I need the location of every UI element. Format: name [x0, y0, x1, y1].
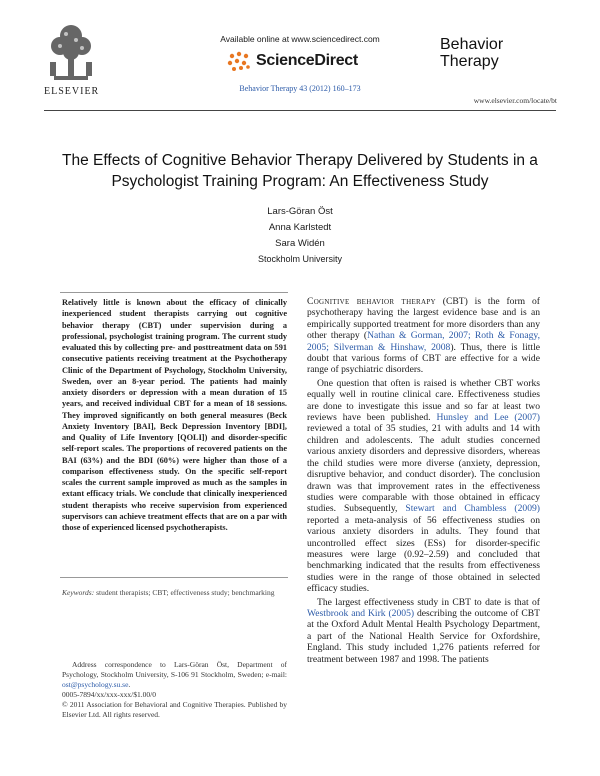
lead-in: Cognitive behavior therapy [307, 296, 436, 307]
journal-citation[interactable]: Behavior Therapy 43 (2012) 160–173 [239, 84, 361, 93]
elsevier-wordmark: ELSEVIER [44, 86, 100, 97]
journal-url[interactable]: www.elsevier.com/locate/bt [473, 96, 557, 105]
article-title: The Effects of Cognitive Behavior Therapy Delivered by Students in a Psychologist Training Program: An Effectiveness Study [62, 152, 538, 190]
abstract-divider-top [60, 292, 288, 293]
author-2: Anna Karlstedt [268, 222, 332, 233]
journal-logo-line2: Therapy [440, 53, 499, 70]
correspondence-address: Address correspondence to Lars-Göran Öst, Department of Psychology, Stockholm University, S-106 91 Stockholm, Sweden; e-mail: ost@psychology.su.se. [62, 660, 287, 689]
citation-link[interactable]: Stewart and Chambless (2009) [405, 503, 540, 515]
citation-link[interactable]: Nathan & Gorman, 2007; Roth & Fonagy, 2005; Silverman & Hinshaw, 2008 [307, 330, 540, 353]
sciencedirect-icon [226, 50, 252, 77]
citation-link[interactable]: Hunsley and Lee (2007) [436, 412, 540, 424]
author-3: Sara Widén [275, 238, 325, 249]
affiliation: Stockholm University [257, 254, 343, 264]
available-online-text: Available online at www.sciencedirect.com [220, 34, 380, 44]
header-divider [44, 110, 556, 111]
keywords-text: student therapists; CBT; effectiveness study; benchmarking [94, 588, 275, 597]
citation-link[interactable]: Westbrook and Kirk (2005) [307, 607, 415, 619]
keywords-label: Keywords: [62, 588, 95, 597]
footnote [62, 660, 287, 720]
email-link[interactable]: ost@psychology.su.se [62, 680, 129, 689]
journal-logo-line1: Behavior [440, 36, 504, 53]
body-column [307, 296, 540, 665]
issn: 0005-7894/xx/xxx-xxx/$1.00/0 [62, 690, 156, 699]
body-paragraph-2: One question that often is raised is whether CBT works equally well in routine clinical care. Effectiveness studies are done to investigate this issue and so far at least two reviews have been published. Hunsley and Lee (2007) reviewed a total of 35 studies, 21 with adults and 14 with children and adolescents. The adult studies concerned various anxiety disorders and depressive disorders, whereas the child studies were more diverse (anxiety, depression, disruptive behavior, and conduct disorder). The conclusion drawn was that improvement rates in the effectiveness studies were comparable with those obtained in efficacy studies. Subsequently, Stewart and Chambless (2009) reported a meta-analysis of 56 effectiveness studies on various anxiety disorders in adults. They found that uncontrolled effect sizes (ESs) for disorder-specific measures were large (0.92–2.59) and concluded that benchmarking indicated that the results from effectiveness studies were in the range of those obtained in selected efficacy studies. [307, 377, 540, 595]
abstract-divider-bottom [60, 577, 288, 578]
journal-logo [440, 36, 503, 70]
elsevier-tree-logo [46, 22, 96, 86]
body-paragraph-1: Cognitive behavior therapy (CBT) is the form of psychotherapy having the largest evidence base and is an empirically supported treatment for more disorders than any other therapy (Nathan & Gorman, 2007; Roth & Fonagy, 2005; Silverman & Hinshaw, 2008). Thus, there is little doubt that various forms of CBT are effective for a wide range of psychiatric disorders. [307, 296, 540, 376]
author-1: Lars-Göran Öst [267, 206, 333, 217]
body-paragraph-3: The largest effectiveness study in CBT to date is that of Westbrook and Kirk (2005) describing the outcome of CBT at the Oxford Adult Mental Health Psychology Department, a part of the National Health Service for Oxfordshire, England. This study included 1,276 patients referred for treatment between 1987 and 1998. The patients [307, 596, 540, 665]
keywords [62, 588, 287, 598]
sciencedirect-wordmark: ScienceDirect [256, 52, 358, 69]
abstract-text: Relatively little is known about the efficacy of clinically inexperienced student therapists carrying out cognitive behavior therapy (CBT) under supervision during a professional, psychologist training program. The current study evaluated this by collecting pre- and posttreatment data on 591 consecutive patients receiving treatment at the Psychotherapy Clinic of the Department of Psychology, Stockholm University, Sweden, over an 8-year period. The patients had mainly anxiety disorders or depression with a mean duration of 15 years, and received individual CBT for a mean of 18 sessions. They improved significantly on both general measures (Beck Anxiety Inventory [BAI], Beck Depression Inventory [BDI], and Quality of Life Inventory [QOLI]) and disorder-specific self-report scales. The proportions of recovered patients on the BAI (63%) and the BDI (60%) were higher than those of a comparison effectiveness study. On the specific self-report scales the current sample improved as much as the samples in extant efficacy trials. We conclude that clinically inexperienced student therapists who receive supervision from experienced supervisors can achieve treatment effects that are on a par with those of experienced licensed psychotherapists. [62, 298, 287, 532]
copyright: © 2011 Association for Behavioral and Cognitive Therapies. Published by Elsevier Ltd. All rights reserved. [62, 700, 287, 719]
